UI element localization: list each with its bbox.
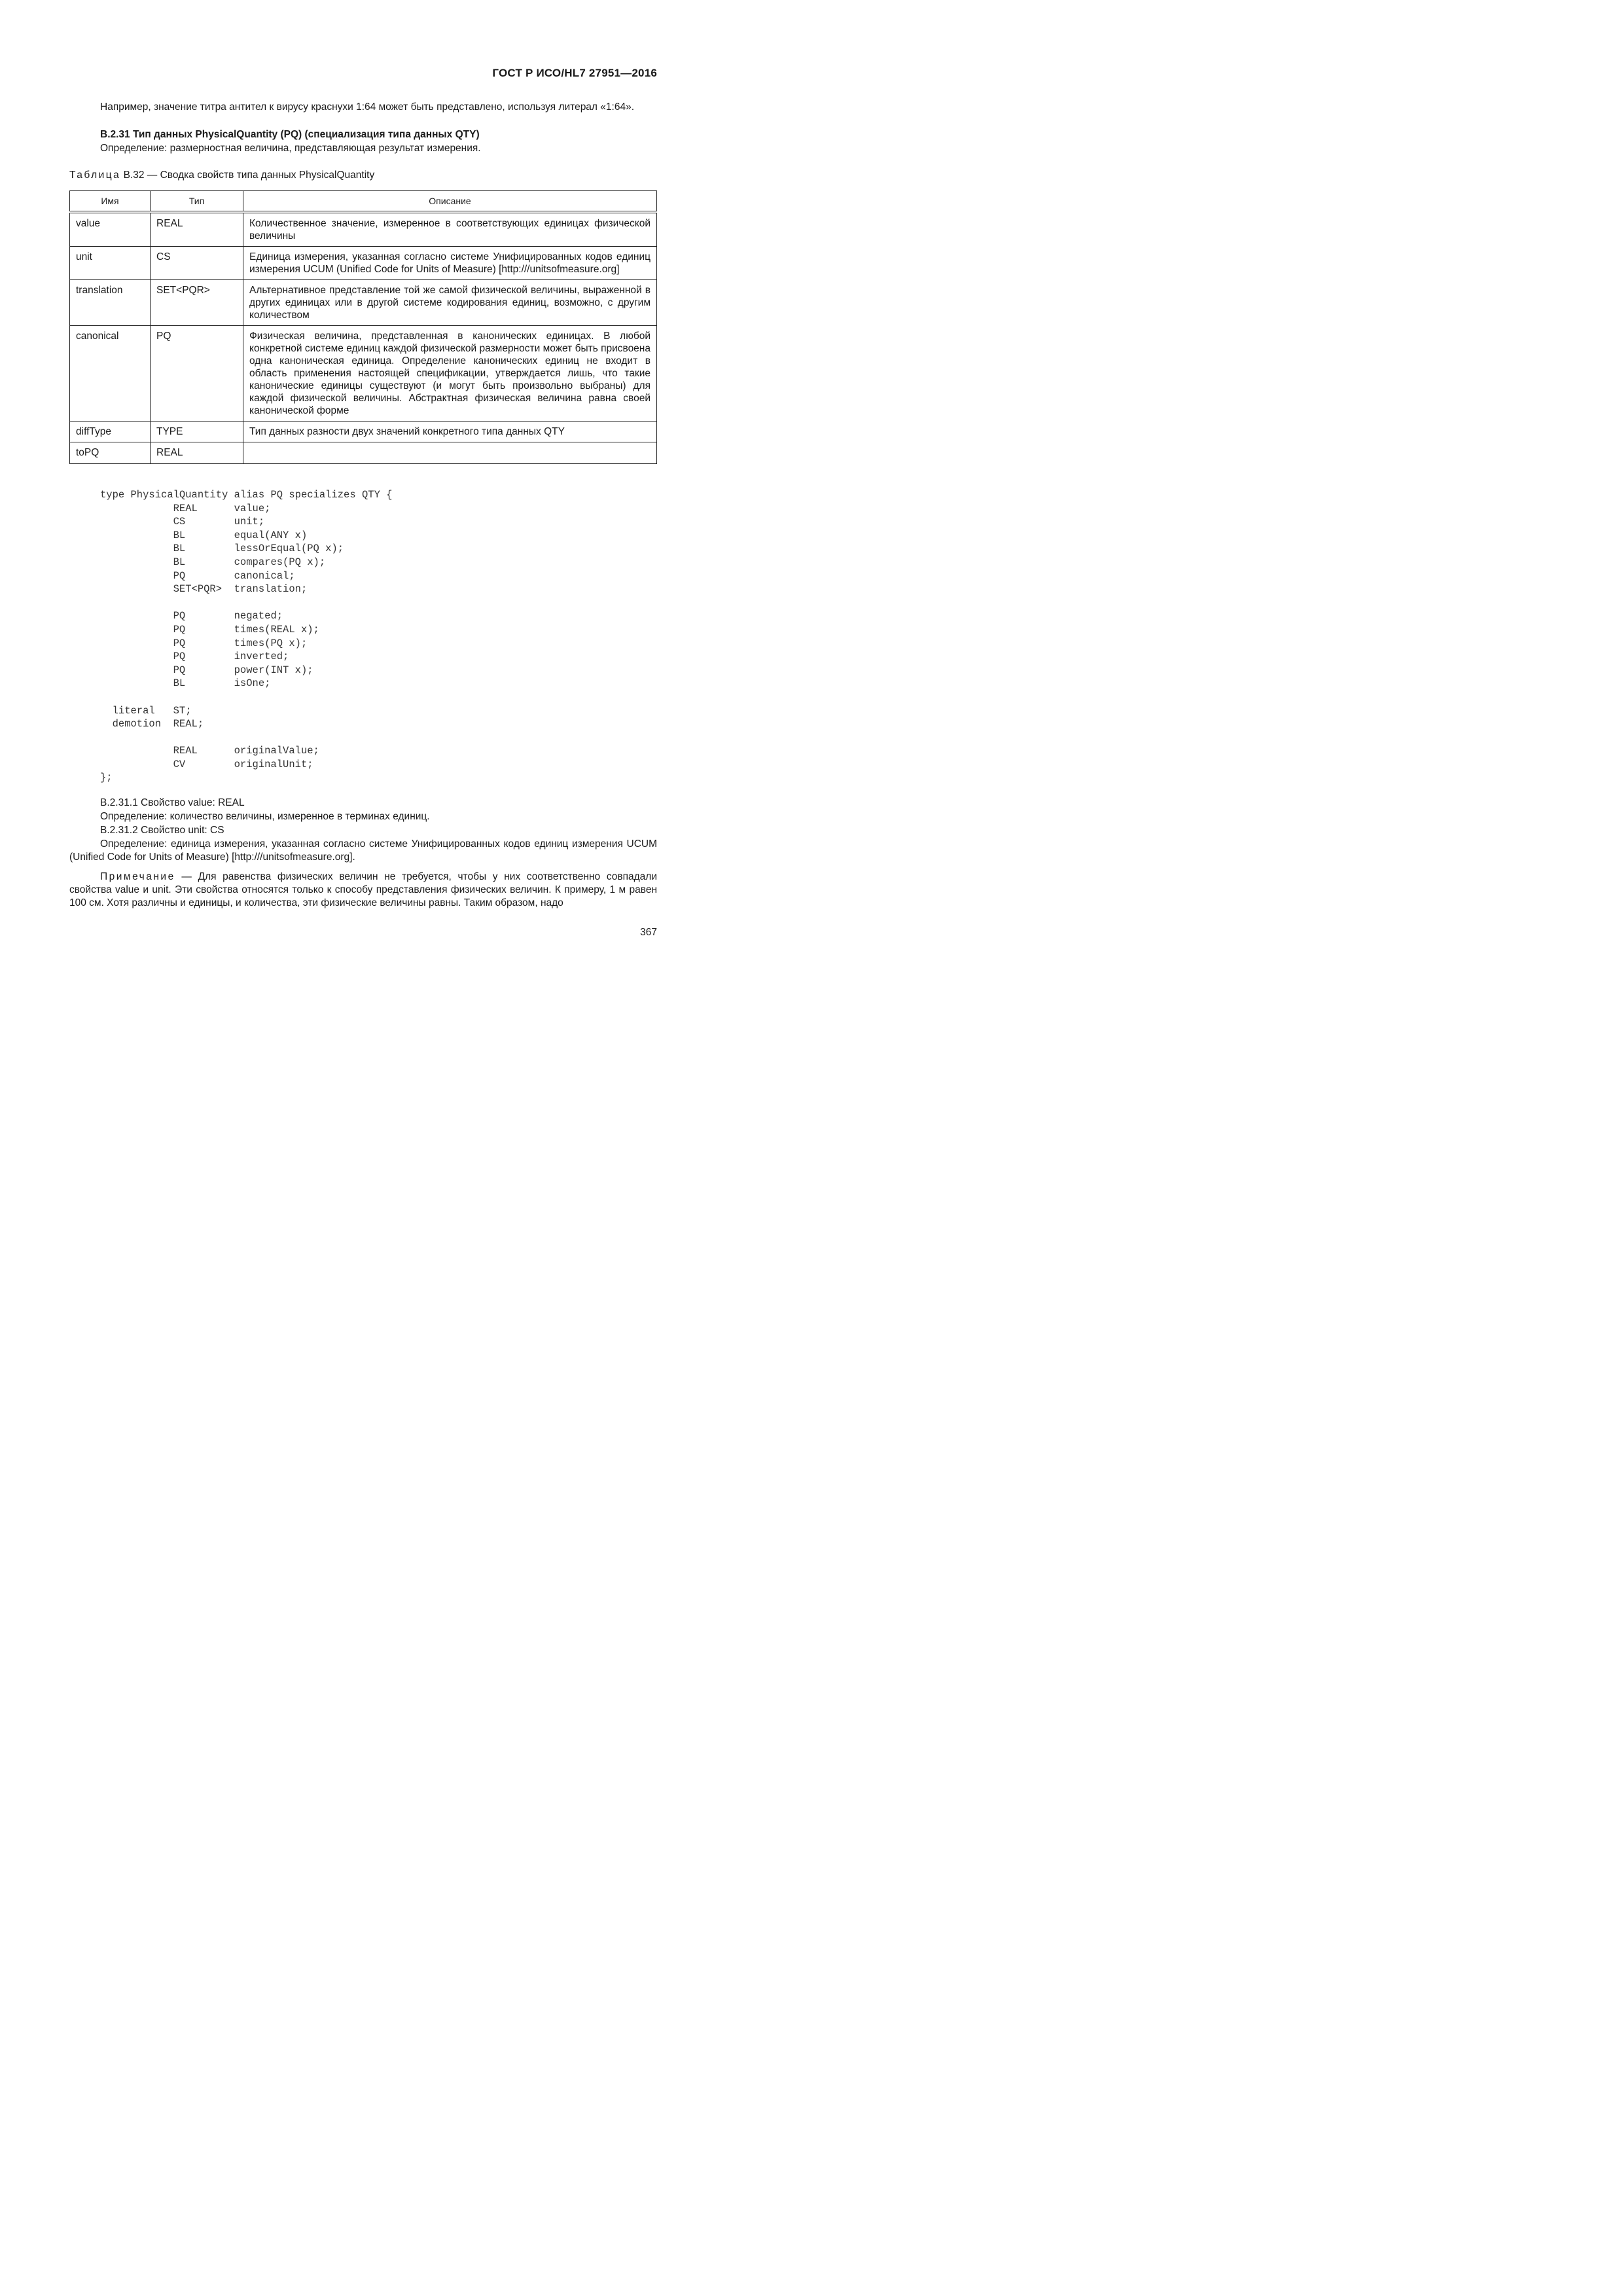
note-label: Примечание: [100, 871, 175, 882]
section-heading: B.2.31 Тип данных PhysicalQuantity (PQ) (специализация типа данных QTY): [100, 129, 480, 140]
code-line: literal ST;: [100, 704, 192, 717]
cell-type: TYPE: [151, 422, 243, 442]
code-line: PQ times(REAL x);: [100, 623, 319, 636]
subsection-unit-definition: Определение: единица измерения, указанная согласно системе Унифицированных кодов единиц измерения UCUM (Unified Code for Units of Measure) [http:///unitsofmeasure.org].: [69, 838, 657, 863]
cell-description: Тип данных разности двух значений конкретного типа данных QTY: [243, 422, 657, 442]
table-caption-prefix: Таблица: [69, 170, 121, 181]
cell-name: value: [70, 212, 151, 247]
cell-name: diffType: [70, 422, 151, 442]
table-caption-text: B.32 — Сводка свойств типа данных PhysicalQuantity: [120, 170, 375, 181]
table-row: [70, 212, 657, 247]
table-caption: [69, 169, 657, 182]
code-line: };: [100, 772, 113, 784]
code-line: REAL value;: [100, 502, 271, 514]
code-line: BL compares(PQ x);: [100, 556, 326, 568]
definition-paragraph: Определение: размерностная величина, представляющая результат измерения.: [100, 143, 481, 154]
subsection-unit-heading: B.2.31.2 Свойство unit: CS: [100, 825, 224, 836]
document-page: [0, 0, 722, 1022]
table-row: [70, 247, 657, 280]
cell-description: Единица измерения, указанная согласно системе Унифицированных кодов единиц измерения UCUM (Unified Code for Units of Measure) [http:///unitsofmeasure.org]: [243, 247, 657, 280]
code-line: BL isOne;: [100, 677, 271, 690]
document-id-header: ГОСТ Р ИСО/HL7 27951—2016: [492, 67, 657, 79]
code-line: PQ canonical;: [100, 569, 295, 582]
example-paragraph: Например, значение титра антител к вирусу краснухи 1:64 может быть представлено, используя литерал «1:64».: [100, 101, 634, 113]
code-line: CS unit;: [100, 516, 265, 528]
cell-description: [243, 442, 657, 464]
header-description: Описание: [243, 191, 657, 213]
header-type: Тип: [151, 191, 243, 213]
cell-type: CS: [151, 247, 243, 280]
code-line: [100, 596, 392, 610]
table-row: [70, 280, 657, 326]
code-line: [100, 691, 392, 704]
code-line: PQ power(INT x);: [100, 664, 313, 676]
code-line: type PhysicalQuantity alias PQ specializes QTY {: [100, 489, 393, 501]
cell-name: toPQ: [70, 442, 151, 464]
code-listing: [100, 488, 392, 785]
subsection-value-definition: Определение: количество величины, измеренное в терминах единиц.: [100, 811, 430, 822]
code-line: PQ negated;: [100, 610, 283, 622]
cell-name: translation: [70, 280, 151, 326]
cell-name: unit: [70, 247, 151, 280]
note-paragraph: [69, 870, 657, 910]
cell-description: Количественное значение, измеренное в соответствующих единицах физической величины: [243, 212, 657, 247]
cell-description: Альтернативное представление той же самой физической величины, выраженной в других единицах или в другой системе кодирования единиц, возможно, с другим количеством: [243, 280, 657, 326]
code-line: SET<PQR> translation;: [100, 583, 308, 596]
properties-table: [69, 190, 657, 464]
code-line: PQ times(PQ x);: [100, 637, 308, 649]
code-line: BL lessOrEqual(PQ x);: [100, 543, 344, 555]
code-line: [100, 731, 392, 745]
cell-name: canonical: [70, 326, 151, 422]
table-header-row: [70, 191, 657, 213]
cell-type: REAL: [151, 212, 243, 247]
subsection-value-heading: B.2.31.1 Свойство value: REAL: [100, 797, 245, 808]
code-line: CV originalUnit;: [100, 758, 313, 770]
code-line: demotion REAL;: [100, 718, 204, 730]
table-row: [70, 422, 657, 442]
code-line: PQ inverted;: [100, 651, 289, 663]
header-name: Имя: [70, 191, 151, 213]
cell-type: REAL: [151, 442, 243, 464]
code-line: BL equal(ANY x): [100, 529, 308, 541]
table-row: [70, 442, 657, 464]
cell-type: SET<PQR>: [151, 280, 243, 326]
table-row: [70, 326, 657, 422]
page-number: 367: [640, 927, 657, 938]
note-text: — Для равенства физических величин не требуется, чтобы у них соответственно совпадали свойства value и unit. Эти свойства относятся только к способу представления физических величин. К примеру, 1 м равен 100 см. Хотя различны и единицы, и количества, эти физические величины равны. Таким образом, надо: [69, 871, 657, 908]
code-line: REAL originalValue;: [100, 745, 319, 757]
cell-type: PQ: [151, 326, 243, 422]
cell-description: Физическая величина, представленная в канонических единицах. В любой конкретной системе единиц каждой физической размерности может быть присвоена одна каноническая единица. Определение канонических единиц не входит в область применения настоящей спецификации, утверждается лишь, что такие канонические единицы существуют (и могут быть произвольно выбраны) для каждой физической величины. Абстрактная физическая величина равна своей канонической форме: [243, 326, 657, 422]
